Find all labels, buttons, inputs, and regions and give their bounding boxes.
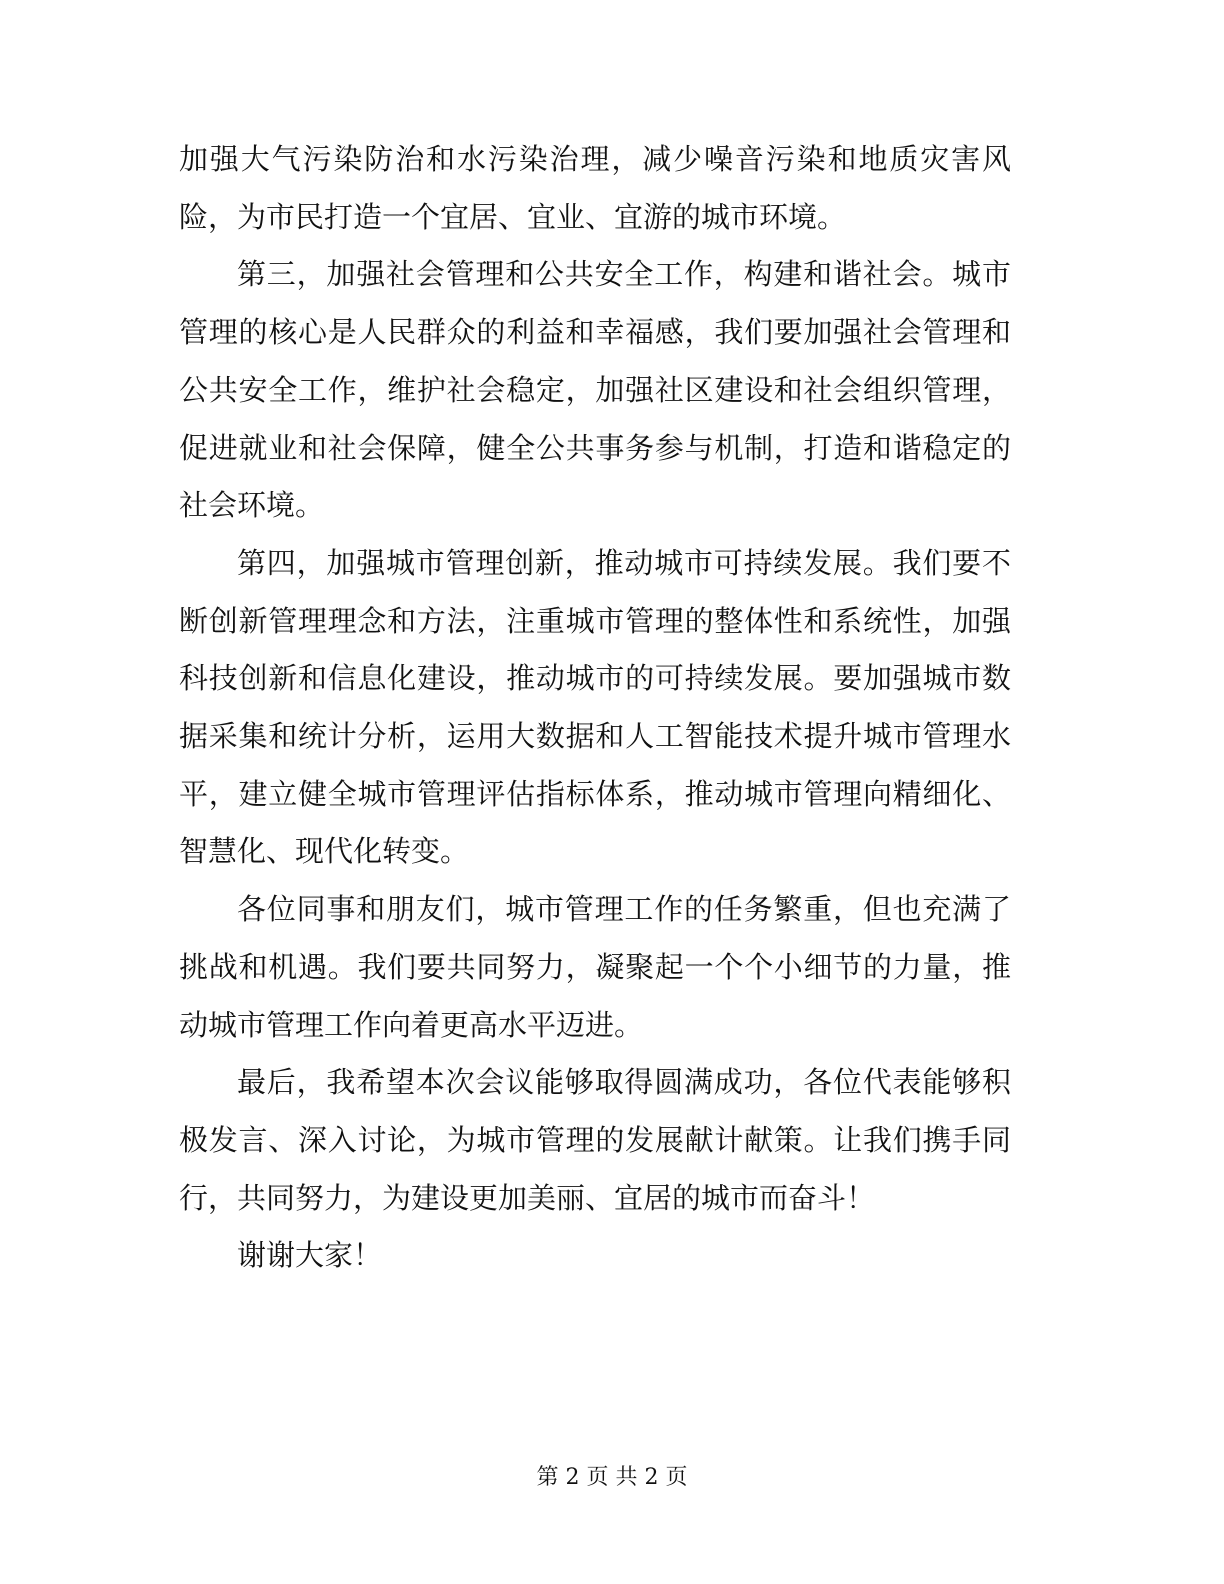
- paragraph-fourth-point: 第四，加强城市管理创新，推动城市可持续发展。我们要不断创新管理理念和方法，注重城市管理的整体性和系统性，加强科技创新和信息化建设，推动城市的可持续发展。要加强城市数据采集和统计分析，运用大数据和人工智能技术提升城市管理水平，建立健全城市管理评估指标体系，推动城市管理向精细化、智慧化、现代化转变。: [179, 545, 1011, 869]
- page-footer: 第 2 页 共 2 页: [536, 1465, 688, 1490]
- paragraph-address-colleagues: 各位同事和朋友们，城市管理工作的任务繁重，但也充满了挑战和机遇。我们要共同努力，凝聚起一个个小细节的力量，推动城市管理工作向着更高水平迈进。: [179, 892, 1011, 1042]
- paragraph-third-point: 第三，加强社会管理和公共安全工作，构建和谐社会。城市管理的核心是人民群众的利益和幸福感，我们要加强社会管理和公共安全工作，维护社会稳定，加强社区建设和社会组织管理，促进就业和社会保障，健全公共事务参与机制，打造和谐稳定的社会环境。: [179, 257, 1011, 523]
- document-body: [179, 131, 1011, 1285]
- paragraph-closing-wish: 最后，我希望本次会议能够取得圆满成功，各位代表能够积极发言、深入讨论，为城市管理的发展献计献策。让我们携手同行，共同努力，为建设更加美丽、宜居的城市而奋斗！: [179, 1065, 1011, 1215]
- paragraph-thanks: 谢谢大家！: [237, 1238, 383, 1273]
- paragraph-continuation: 加强大气污染防治和水污染治理，减少噪音污染和地质灾害风险，为市民打造一个宜居、宜业、宜游的城市环境。: [179, 142, 1011, 234]
